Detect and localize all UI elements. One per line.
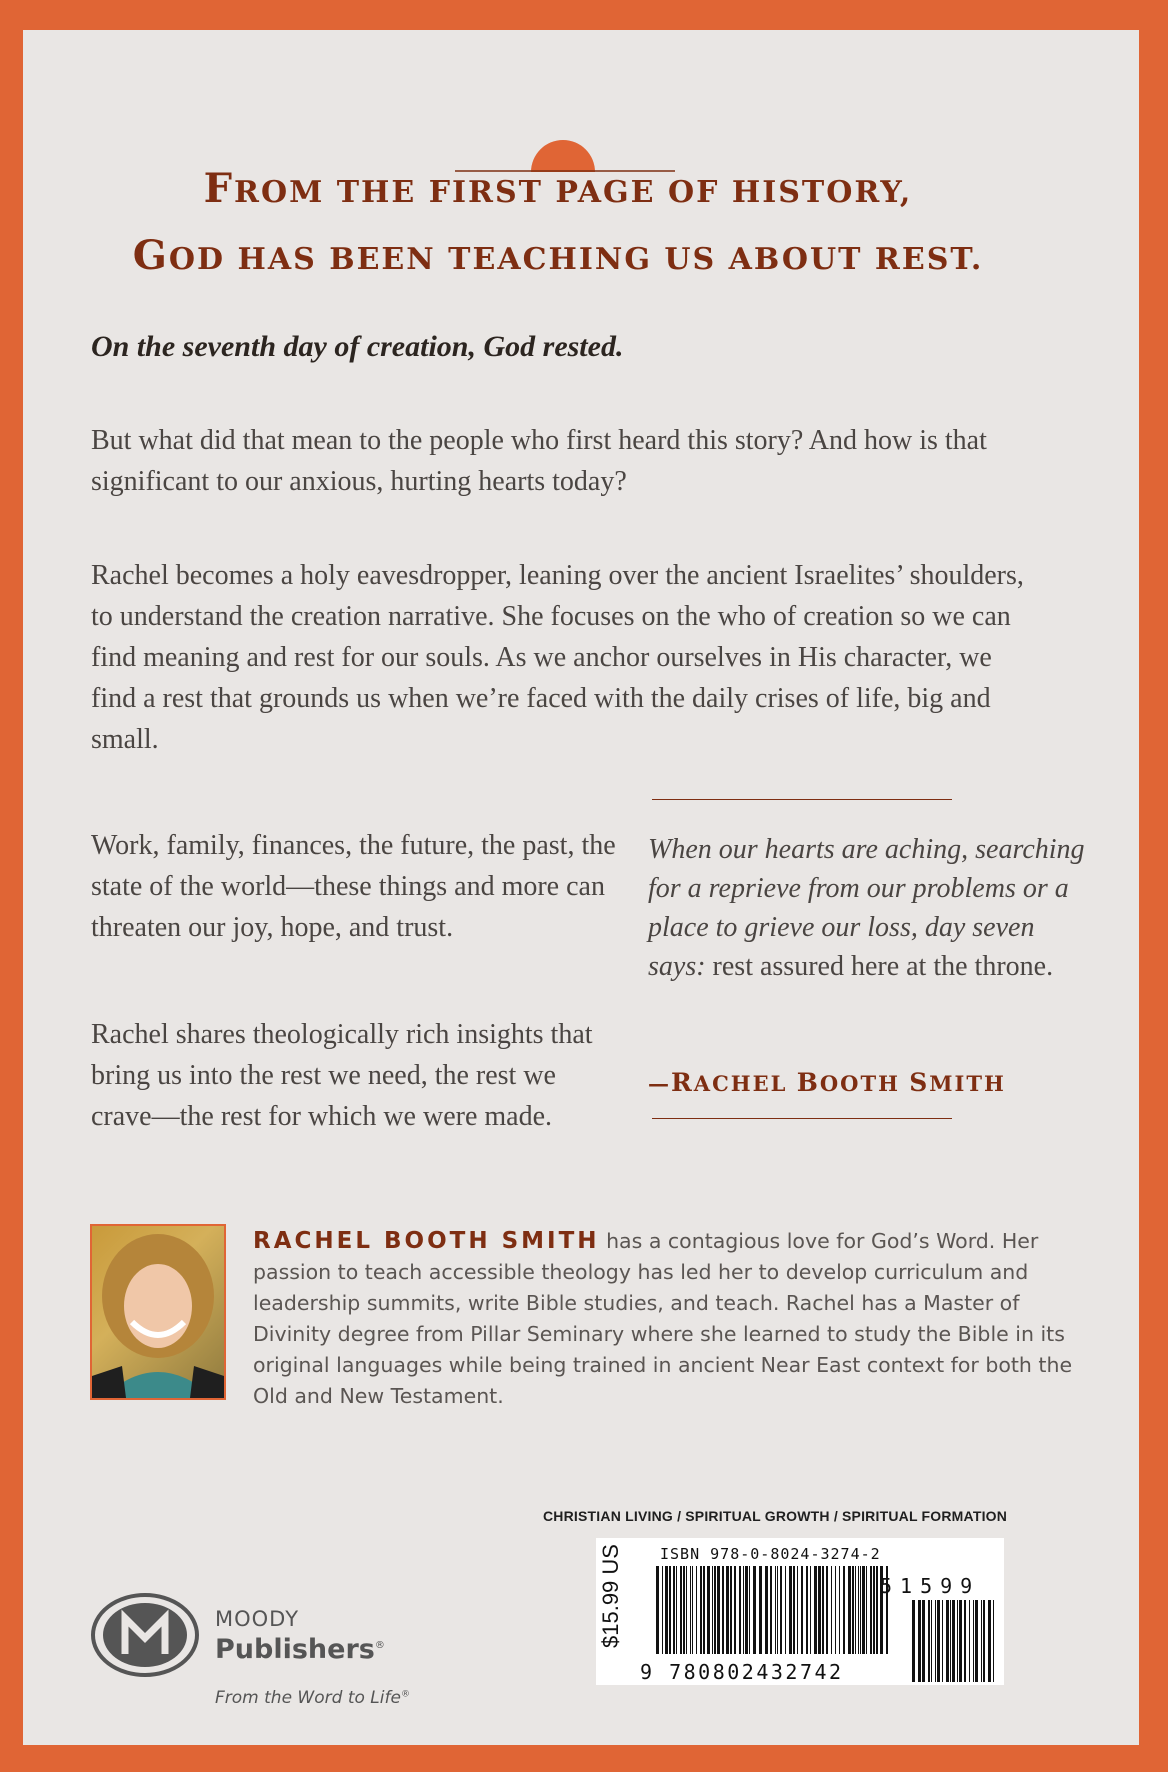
author-name: RACHEL BOOTH SMITH xyxy=(253,1228,600,1254)
sunrise-ornament-icon xyxy=(455,113,695,173)
publisher-tagline: From the Word to Life® xyxy=(215,1688,410,1708)
author-photo xyxy=(90,1224,226,1400)
headline-line-1: FROM THE FIRST PAGE OF HISTORY, xyxy=(203,165,913,212)
addon-barcode-icon xyxy=(912,1600,1000,1684)
ean-digits: 9 780802432742 xyxy=(640,1660,844,1684)
price-label: $15.99 US xyxy=(598,1544,623,1648)
quote-attribution: —RACHEL BOOTH SMITH xyxy=(648,1068,1006,1097)
paragraph-4: Rachel shares theologically rich insights that bring us into the rest we need, the rest we crave—the rest for which we were made. xyxy=(91,1019,593,1132)
publisher-name-line-2: Publishers® xyxy=(215,1634,385,1665)
lead-sentence: On the seventh day of creation, God rested. xyxy=(91,330,624,363)
isbn-text: ISBN 978-0-8024-3274-2 xyxy=(660,1545,881,1563)
publisher-name-line-1: MOODY xyxy=(215,1607,300,1631)
author-bio: RACHEL BOOTH SMITH has a contagious love for God’s Word. Her passion to teach accessible theology has led her to develop curriculum and leadership summits, write Bible studies, and teach. Rachel has a Master of Divinity degree from Pillar Seminary where she learned to study the Bible in its original languages while being trained in ancient Near East context for both the Old and New Testament. xyxy=(253,1228,1073,1408)
headline-line-2: GOD HAS BEEN TEACHING US ABOUT REST. xyxy=(132,232,984,279)
category-label: CHRISTIAN LIVING / SPIRITUAL GROWTH / SPIRITUAL FORMATION xyxy=(543,1508,1008,1524)
quote-rule-bottom xyxy=(652,1118,952,1119)
paragraph-3: Work, family, finances, the future, the past, the state of the world—these things and more can threaten our joy, hope, and trust. xyxy=(91,830,616,943)
ean-barcode-icon xyxy=(656,1566,896,1658)
moody-logo-icon xyxy=(91,1592,201,1678)
addon-digits: 51599 xyxy=(880,1574,981,1598)
quote-rule-top xyxy=(652,799,952,800)
paragraph-2: Rachel becomes a holy eavesdropper, leaning over the ancient Israelites’ shoulders, to understand the creation narrative. She focuses on the who of creation so we can find meaning and rest for our souls. As we anchor ourselves in His character, we find a rest that grounds us when we’re faced with the daily crises of life, big and small. xyxy=(91,560,1024,755)
paragraph-1: But what did that mean to the people who first heard this story? And how is that significant to our anxious, hurting hearts today? xyxy=(91,425,987,497)
pull-quote: When our hearts are aching, searching for a reprieve from our problems or a place to grieve our loss, day seven says: rest assured here at the throne. xyxy=(648,834,1085,982)
